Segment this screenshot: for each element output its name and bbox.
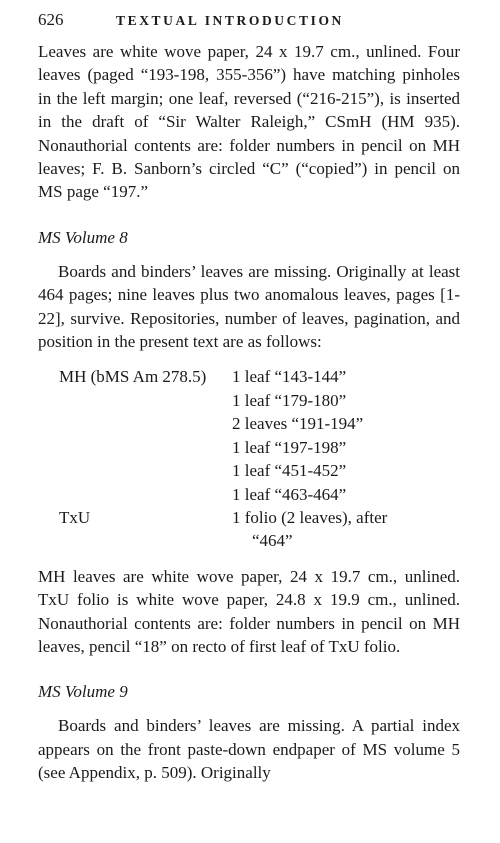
repository-entry (232, 412, 460, 435)
repository-entry-text: 1 leaf “197-198” (232, 437, 347, 457)
repository-name (38, 483, 232, 506)
repository-entry-continuation: “464” (252, 531, 293, 551)
repository-entry (232, 483, 460, 506)
repository-name: TxU (59, 507, 91, 527)
repository-table (38, 365, 460, 552)
repository-entry-text: 1 leaf “451-452” (232, 461, 347, 481)
repository-entry-text: 1 folio (2 leaves), after (232, 507, 388, 527)
repository-name (38, 389, 232, 412)
repository-name: MH (bMS Am 278.5) (59, 367, 207, 387)
repository-entry-text: 2 leaves “191-194” (232, 414, 364, 434)
repository-entry (232, 436, 460, 459)
document-page (38, 10, 460, 785)
paragraph-leaves-description: Leaves are white wove paper, 24 x 19.7 cm., unlined. Four leaves (paged “193-198, 355-356”) have matching pinholes in the left margin; one leaf, reversed (“216-215”), is inserted in the draft of “Sir Walter Raleigh,” CSmH (HM 935). Nonauthorial contents are: folder numbers in pencil on MH leaves; F. B. Sanborn’s circled “C” (“copied”) in pencil on MS page “197.” (38, 42, 460, 202)
repository-row (38, 412, 460, 435)
repository-name (38, 412, 232, 435)
repository-row (38, 389, 460, 412)
running-head (38, 10, 460, 36)
paragraph-volume-9-intro: Boards and binders’ leaves are missing. A partial index appears on the front paste-down endpaper of MS volume 5 (see Appendix, p. 509). Originally (38, 716, 460, 783)
paragraph-mh-txu-leaves: MH leaves are white wove paper, 24 x 19.7 cm., unlined. TxU folio is white wove paper, 24.8 x 19.9 cm., unlined. Nonauthorial contents are: folder numbers in pencil on MH leaves, pencil “18” on recto of first leaf of TxU folio. (38, 566, 460, 656)
repository-entry (232, 506, 460, 553)
repository-row (38, 459, 460, 482)
section-heading-ms-volume-9: MS Volume 9 (38, 682, 128, 702)
repository-entry-text: 1 leaf “179-180” (232, 390, 347, 410)
repository-name (38, 459, 232, 482)
page-number: 626 (38, 10, 64, 29)
running-title: TEXTUAL INTRODUCTION (116, 13, 344, 28)
repository-entry (232, 459, 460, 482)
repository-name (38, 436, 232, 459)
repository-row (38, 483, 460, 506)
section-heading-ms-volume-8: MS Volume 8 (38, 227, 128, 247)
repository-row (38, 506, 460, 553)
repository-row (38, 365, 460, 388)
repository-entry (232, 365, 460, 388)
repository-entry (232, 389, 460, 412)
repository-entry-text: 1 leaf “463-464” (232, 484, 347, 504)
repository-entry-text: 1 leaf “143-144” (232, 367, 347, 387)
repository-row (38, 436, 460, 459)
paragraph-volume-8-intro: Boards and binders’ leaves are missing. Originally at least 464 pages; nine leaves plus two anomalous leaves, pages [1-22], survive. Repositories, number of leaves, pagination, and position in the present text are as follows: (38, 261, 460, 352)
